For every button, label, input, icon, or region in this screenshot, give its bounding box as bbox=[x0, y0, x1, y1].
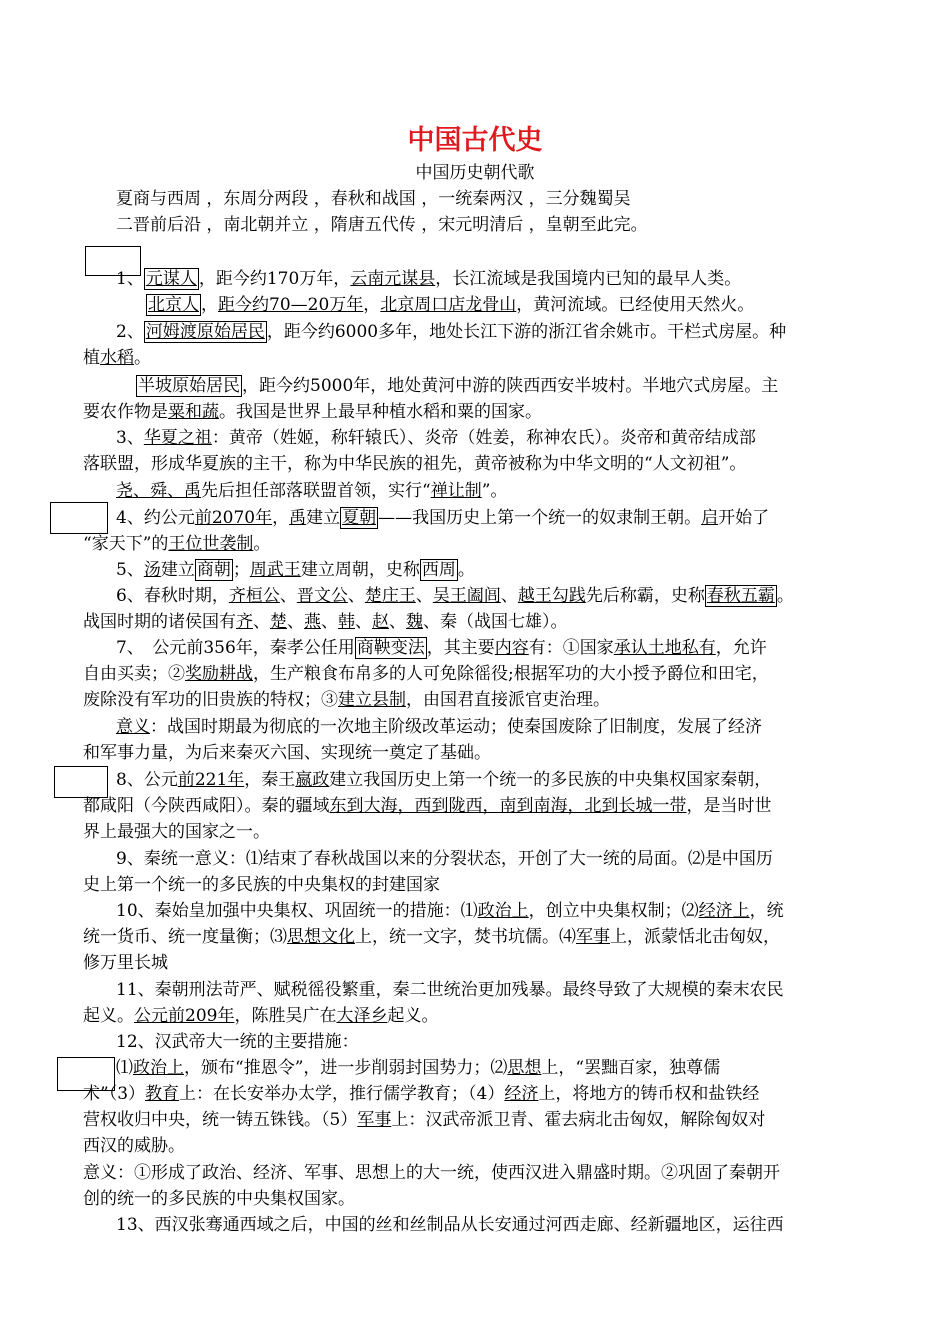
song-line-2: 二晋前后沿 ，南北朝并立 ，隋唐五代传 ，宋元明清后 ，皇朝至此完。 bbox=[116, 215, 648, 235]
subtitle: 中国历史朝代歌 bbox=[415, 163, 535, 183]
para-3-line: 3、华夏之祖：黄帝（姓姬，称轩辕氏）、炎帝（姓姜，称神农氏）。炎帝和黄帝结成部 bbox=[116, 428, 756, 448]
para-12-meaning: 意义：①形成了政治、经济、军事、思想上的大一统，使西汉进入鼎盛时期。②巩固了秦朝开 bbox=[83, 1163, 780, 1183]
para-7-meaning-cont: 和军事力量，为后来秦灭六国、实现统一奠定了基础。 bbox=[83, 743, 491, 763]
para-12-meaning-cont: 创的统一的多民族的中央集权国家。 bbox=[83, 1189, 355, 1209]
para-8-cont-1: 都咸阳（今陕西咸阳）。秦的疆域东到大海，西到陇西，南到南海，北到长城一带，是当时世 bbox=[83, 796, 772, 816]
para-6-line: 6、春秋时期，齐桓公、晋文公、楚庄王、吴王阖闾、越王勾践先后称霸，史称 春秋五霸 。 bbox=[116, 586, 794, 606]
para-7-cont-1: 自由买卖；②奖励耕战，生产粮食布帛多的人可免除徭役;根据军功的大小授予爵位和田宅， bbox=[83, 664, 769, 684]
para-9-cont: 史上第一个统一的多民族的中央集权的封建国家 bbox=[83, 875, 440, 895]
para-13-line: 13、西汉张骞通西域之后，中国的丝和丝制品从长安通过河西走廊、经新疆地区，运往西 bbox=[116, 1215, 784, 1235]
para-8-line: 8、公元前221年，秦王嬴政建立我国历史上第一个统一的多民族的中央集权国家秦朝， bbox=[116, 770, 772, 790]
para-2-cont: 植水稻。 bbox=[83, 348, 151, 368]
para-2b-cont: 要农作物是粟和蔬。我国是世界上最早种植水稻和粟的国家。 bbox=[83, 402, 542, 422]
para-4-cont: “家天下”的王位世袭制。 bbox=[83, 534, 271, 554]
para-12-cont-2: 术”（3）教育上：在长安举办太学，推行儒学教育；（4）经济上，将地方的铸币权和盐铁经 bbox=[83, 1084, 760, 1104]
page-title: 中国古代史 bbox=[407, 125, 543, 156]
answer-box-2 bbox=[50, 502, 108, 534]
para-10-cont-1: 统一货币、统一度量衡；⑶思想文化上，统一文字，焚书坑儒。⑷军事上，派蒙恬北击匈奴， bbox=[83, 927, 780, 947]
para-7-line: 7、 公元前356年，秦孝公任用 商鞅变法 ，其主要内容有：①国家承认土地私有，允许 bbox=[116, 638, 767, 658]
para-12-cont-1: ⑴政治上，颁布“推恩令”，进一步削弱封国势力；⑵思想上，“罢黜百家，独尊儒 bbox=[116, 1058, 721, 1078]
para-12-line: 12、汉武帝大一统的主要措施： bbox=[116, 1032, 359, 1052]
para-2-line: 2、 河姆渡原始居民 ，距今约6000多年，地处长江下游的浙江省余姚市。干栏式房屋。种 bbox=[116, 322, 787, 342]
para-10-line: 10、秦始皇加强中央集权、巩固统一的措施：⑴政治上，创立中央集权制；⑵经济上，统 bbox=[116, 901, 784, 921]
para-12-cont-4: 西汉的威胁。 bbox=[83, 1136, 185, 1156]
para-1-line: 1、 元谋人 ，距今约170万年，云南元谋县，长江流域是我国境内已知的最早人类。 bbox=[116, 269, 742, 289]
para-3-cont: 落联盟，形成华夏族的主干，称为中华民族的祖先，黄帝被称为中华文明的“人文初祖”。 bbox=[83, 454, 747, 474]
para-12-cont-3: 营权收归中央，统一铸五铢钱。（5）军事上：汉武帝派卫青、霍去病北击匈奴，解除匈奴对 bbox=[83, 1110, 766, 1130]
para-11-cont: 起义。公元前209年，陈胜吴广在大泽乡起义。 bbox=[83, 1006, 439, 1026]
para-1b-line: 北京人 ，距今约70—20万年，北京周口店龙骨山，黄河流域。已经使用天然火。 bbox=[148, 295, 755, 315]
para-10-cont-2: 修万里长城 bbox=[83, 953, 168, 973]
para-8-cont-2: 界上最强大的国家之一。 bbox=[83, 822, 270, 842]
para-6-cont: 战国时期的诸侯国有齐、楚、燕、韩、赵、魏、秦（战国七雄）。 bbox=[83, 612, 568, 632]
para-5-line: 5、汤建立 商朝 ；周武王建立周朝，史称 西周 。 bbox=[116, 560, 475, 580]
para-4-line: 4、约公元前2070年，禹建立 夏朝 ——我国历史上第一个统一的奴隶制王朝。启开始了 bbox=[116, 508, 770, 528]
para-7-meaning: 意义：战国时期最为彻底的一次地主阶级改革运动；使秦国废除了旧制度，发展了经济 bbox=[116, 717, 762, 737]
para-3b-line: 尧、舜、禹先后担任部落联盟首领，实行“禅让制”。 bbox=[116, 481, 508, 501]
song-line-1: 夏商与西周 ，东周分两段 ，春秋和战国 ，一统秦两汉 ，三分魏蜀吴 bbox=[116, 189, 631, 209]
para-2b-line: 半坡原始居民 ，距今约5000年，地处黄河中游的陕西西安半坡村。半地穴式房屋。主 bbox=[138, 376, 779, 396]
para-7-cont-2: 废除没有军功的旧贵族的特权；③建立县制，由国君直接派官吏治理。 bbox=[83, 690, 610, 710]
para-9-line: 9、秦统一意义：⑴结束了春秋战国以来的分裂状态，开创了大一统的局面。⑵是中国历 bbox=[116, 849, 773, 869]
para-11-line: 11、秦朝刑法苛严、赋税徭役繁重，秦二世统治更加残暴。最终导致了大规模的秦末农民 bbox=[116, 980, 784, 1000]
